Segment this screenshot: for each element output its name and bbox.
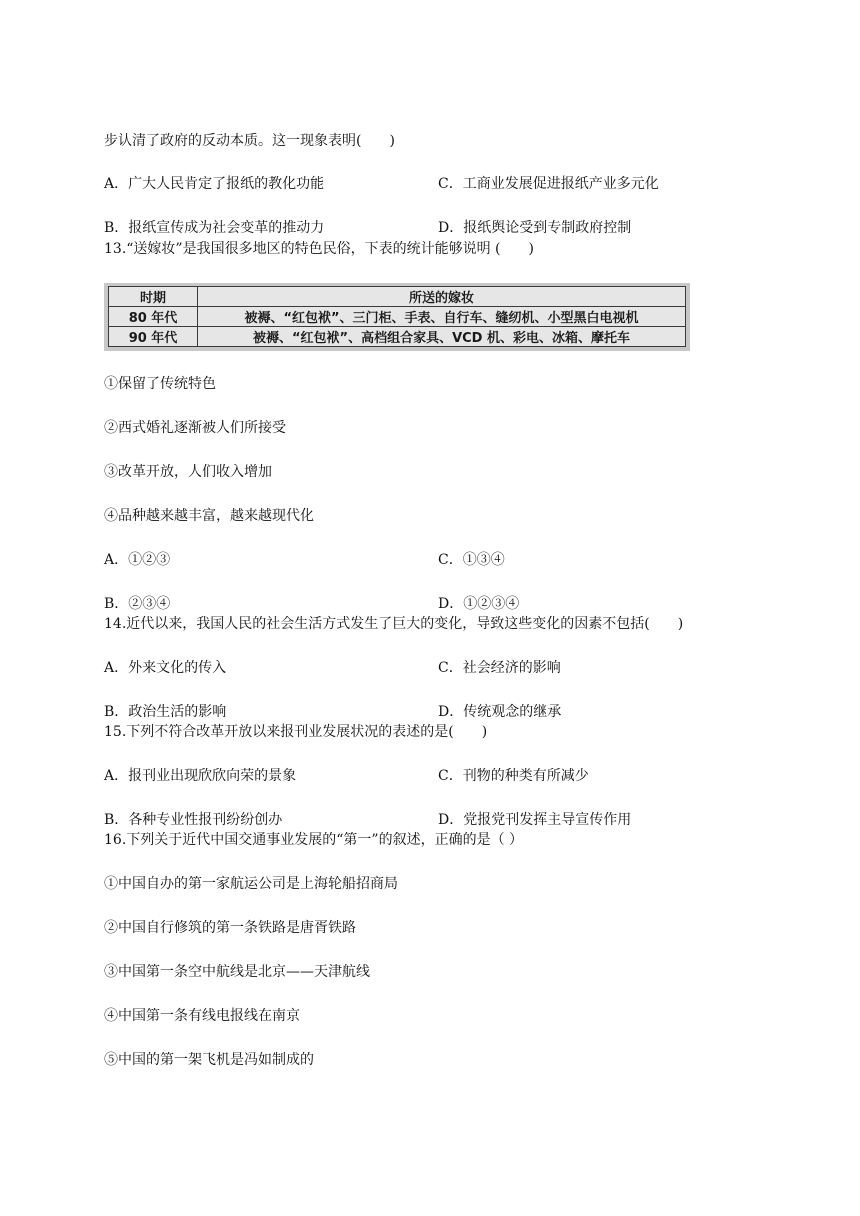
q16-item-2: ②中国自行修筑的第一条铁路是唐胥铁路 — [104, 920, 356, 936]
q13-item-1: ①保留了传统特色 — [104, 376, 216, 392]
q13-item-3: ③改革开放，人们收入增加 — [104, 464, 272, 480]
q16-item-3: ③中国第一条空中航线是北京——天津航线 — [104, 964, 370, 980]
q16-item-5: ⑤中国的第一架飞机是冯如制成的 — [104, 1052, 314, 1068]
q15-option-d: D．党报党刊发挥主导宣传作用 — [438, 812, 632, 828]
q13-option-a: A．①②③ — [104, 552, 171, 568]
table-cell-dowry: 被褥、“红包袱”、三门柜、手表、自行车、缝纫机、小型黑白电视机 — [198, 307, 686, 327]
table-cell-period: 80 年代 — [109, 307, 198, 327]
q14-option-c: C．社会经济的影响 — [438, 660, 561, 676]
q13-option-b: B．②③④ — [104, 596, 171, 612]
q13-item-2: ②西式婚礼逐渐被人们所接受 — [104, 420, 286, 436]
q12-stem-tail: 步认清了政府的反动本质。这一现象表明( ) — [104, 133, 395, 149]
q16-item-1: ①中国自办的第一家航运公司是上海轮船招商局 — [104, 876, 398, 892]
table-cell-dowry: 被褥、“红包袱”、高档组合家具、VCD 机、彩电、冰箱、摩托车 — [198, 327, 686, 347]
q15-stem: 15.下列不符合改革开放以来报刊业发展状况的表述的是( ) — [104, 724, 488, 740]
q12-option-d: D．报纸舆论受到专制政府控制 — [438, 220, 632, 236]
q16-stem: 16.下列关于近代中国交通事业发展的“第一”的叙述，正确的是（ ） — [104, 832, 524, 848]
q12-option-a: A．广大人民肯定了报纸的教化功能 — [104, 176, 325, 192]
q15-option-c: C．刊物的种类有所减少 — [438, 768, 589, 784]
table-header-dowry: 所送的嫁妆 — [198, 287, 686, 307]
q14-option-d: D．传统观念的继承 — [438, 704, 562, 720]
q14-option-b: B．政治生活的影响 — [104, 704, 227, 720]
q13-stem: 13.“送嫁妆”是我国很多地区的特色民俗，下表的统计能够说明 ( ) — [104, 241, 534, 257]
table-header-row — [109, 287, 686, 307]
table-header-period: 时期 — [109, 287, 198, 307]
q16-item-4: ④中国第一条有线电报线在南京 — [104, 1008, 300, 1024]
q13-item-4: ④品种越来越丰富，越来越现代化 — [104, 508, 314, 524]
q15-option-b: B．各种专业性报刊纷纷创办 — [104, 812, 283, 828]
table-cell-period: 90 年代 — [109, 327, 198, 347]
table-row — [109, 327, 686, 347]
dowry-table — [108, 286, 686, 347]
q13-option-d: D．①②③④ — [438, 596, 520, 612]
q12-option-c: C．工商业发展促进报纸产业多元化 — [438, 176, 659, 192]
q15-option-a: A．报刊业出现欣欣向荣的景象 — [104, 768, 297, 784]
table-row — [109, 307, 686, 327]
q14-stem: 14.近代以来，我国人民的社会生活方式发生了巨大的变化，导致这些变化的因素不包括( ) — [104, 616, 684, 632]
q12-option-b: B．报纸宣传成为社会变革的推动力 — [104, 220, 325, 236]
dowry-table-image — [104, 283, 690, 351]
q13-option-c: C．①③④ — [438, 552, 505, 568]
q14-option-a: A．外来文化的传入 — [104, 660, 227, 676]
